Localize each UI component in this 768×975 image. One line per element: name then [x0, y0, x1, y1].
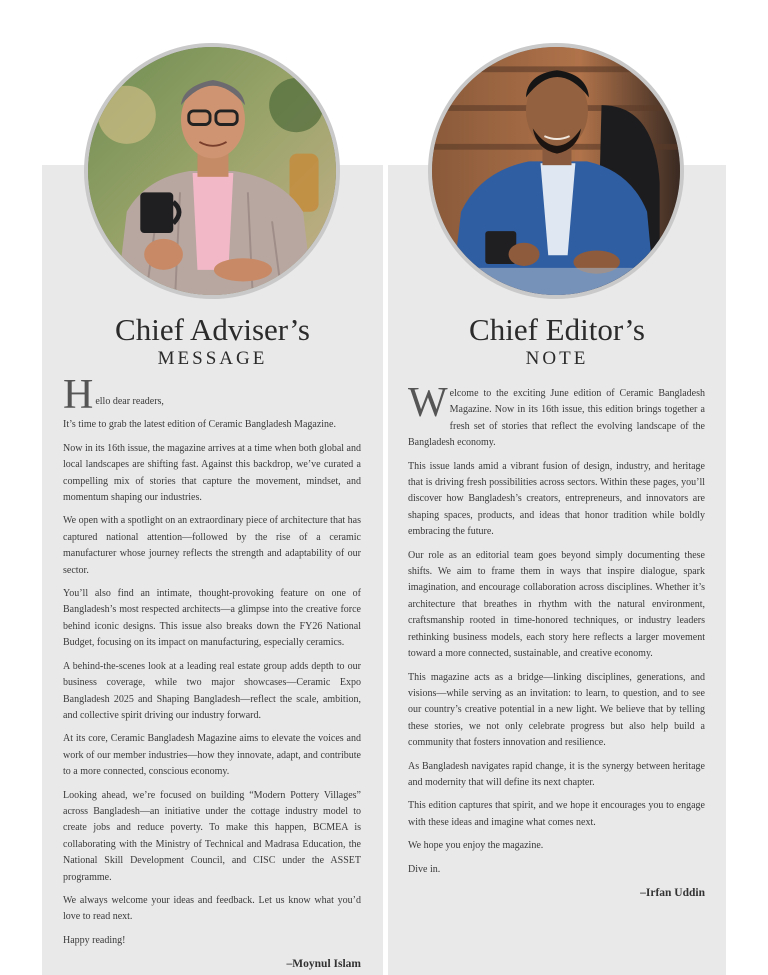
paragraph: We always welcome your ideas and feedback. Let us know what you’d love to read next. — [63, 894, 361, 923]
adviser-signature: –Moynul Islam — [286, 958, 361, 971]
intro-paragraph — [408, 380, 705, 452]
greeting-text: ello dear readers, — [95, 396, 164, 407]
editor-heading — [388, 313, 726, 370]
dropcap: H — [63, 372, 94, 418]
paragraph: Dive in. — [408, 863, 441, 875]
paragraph: You’ll also find an intimate, thought-provoking feature on one of Bangladesh’s most respected architects—a glimpse into the creative force behind iconic designs. This issue also breaks down the FY26 National Budget, focusing on its impact on manufacturing, especially ceramics. — [63, 588, 361, 649]
paragraph: This edition captures that spirit, and we hope it encourages you to engage with these ideas and imagine what comes next. — [408, 800, 705, 828]
editor-photo-illustration — [432, 47, 680, 295]
adviser-subtitle: MESSAGE — [157, 348, 268, 369]
paragraph: Now in its 16th issue, the magazine arrives at a time when both global and local landscapes are shifting fast. Against this backdrop, we’ve curated a compelling mix of stories that capture the movement, mindset, and momentum shaping our industries. — [63, 442, 361, 504]
intro-text: elcome to the exciting June edition of Ceramic Bangladesh Magazine. Now in its 16th issue, this edition brings together a fresh set of stories that reflect the evolving landscape of the Bangladesh economy. — [408, 388, 705, 449]
editor-portrait — [428, 43, 684, 299]
paragraph: Our role as an editorial team goes beyond simply documenting these shifts. We aim to frame them in ways that inspire dialogue, spark imagination, and encourage collaboration across disciplines. Whether it’s architecture that breathes in rhythm with the natural environment, craftsmanship rooted in time-honored techniques, or industry leaders rethinking business models, each story here reflects a larger movement toward a more connected, sustainable, and creative economy. — [408, 549, 705, 660]
greeting-paragraph — [63, 372, 361, 418]
paragraph: Happy reading! — [63, 934, 126, 946]
adviser-heading — [42, 313, 383, 370]
paragraph: This magazine acts as a bridge—linking disciplines, generations, and visions—while serving as an invitation: to learn, to question, and to see our country’s creative potential in a new light. We believe that by telling these stories, we not only celebrate progress but also help build a community that fosters innovation and resilience. — [408, 671, 705, 749]
paragraph: Looking ahead, we’re focused on building “Modern Pottery Villages” across Bangladesh—an initiative under the cottage industry model to create jobs and reduce poverty. To make this happen, BCMEA is collaborating with the Ministry of Technical and Madrasa Education, the National Skill Development Council, and CISC under the ASSET programme. — [63, 789, 361, 883]
paragraph: As Bangladesh navigates rapid change, it is the synergy between heritage and modernity that will define its next chapter. — [408, 760, 705, 788]
editor-note-body — [408, 380, 705, 901]
adviser-portrait — [84, 43, 340, 299]
editor-title: Chief Editor’s — [469, 312, 645, 347]
paragraph: A behind-the-scenes look at a leading real estate group adds depth to our business coverage, while two major showcases—Ceramic Expo Bangladesh 2025 and Shaping Bangladesh—reflect the scale, ambition, and collective spirit driving our industry forward. — [63, 660, 361, 721]
paragraph: At its core, Ceramic Bangladesh Magazine aims to elevate the voices and work of our member industries—how they innovate, adapt, and contribute to a more connected, conscious economy. — [63, 733, 361, 778]
paragraph: It’s time to grab the latest edition of Ceramic Bangladesh Magazine. — [63, 419, 336, 431]
editor-signature: –Irfan Uddin — [640, 886, 705, 899]
editor-subtitle: NOTE — [525, 348, 589, 369]
paragraph: We hope you enjoy the magazine. — [408, 840, 544, 852]
adviser-photo-illustration — [88, 47, 336, 295]
paragraph: This issue lands amid a vibrant fusion of design, industry, and heritage that is driving fresh possibilities across sectors. Within these pages, you’ll discover how Bangladesh’s creators, entrepreneurs, and innovators are shaping spaces, products, and ideas that honor tradition while boldly embracing the future. — [408, 460, 705, 538]
dropcap: W — [408, 380, 448, 426]
adviser-title: Chief Adviser’s — [115, 312, 310, 347]
paragraph: We open with a spotlight on an extraordinary piece of architecture that has captured national attention—followed by the rise of a ceramic manufacturer whose journey reflects the strength and adaptability of our sector. — [63, 515, 361, 576]
adviser-message-body — [63, 372, 361, 973]
